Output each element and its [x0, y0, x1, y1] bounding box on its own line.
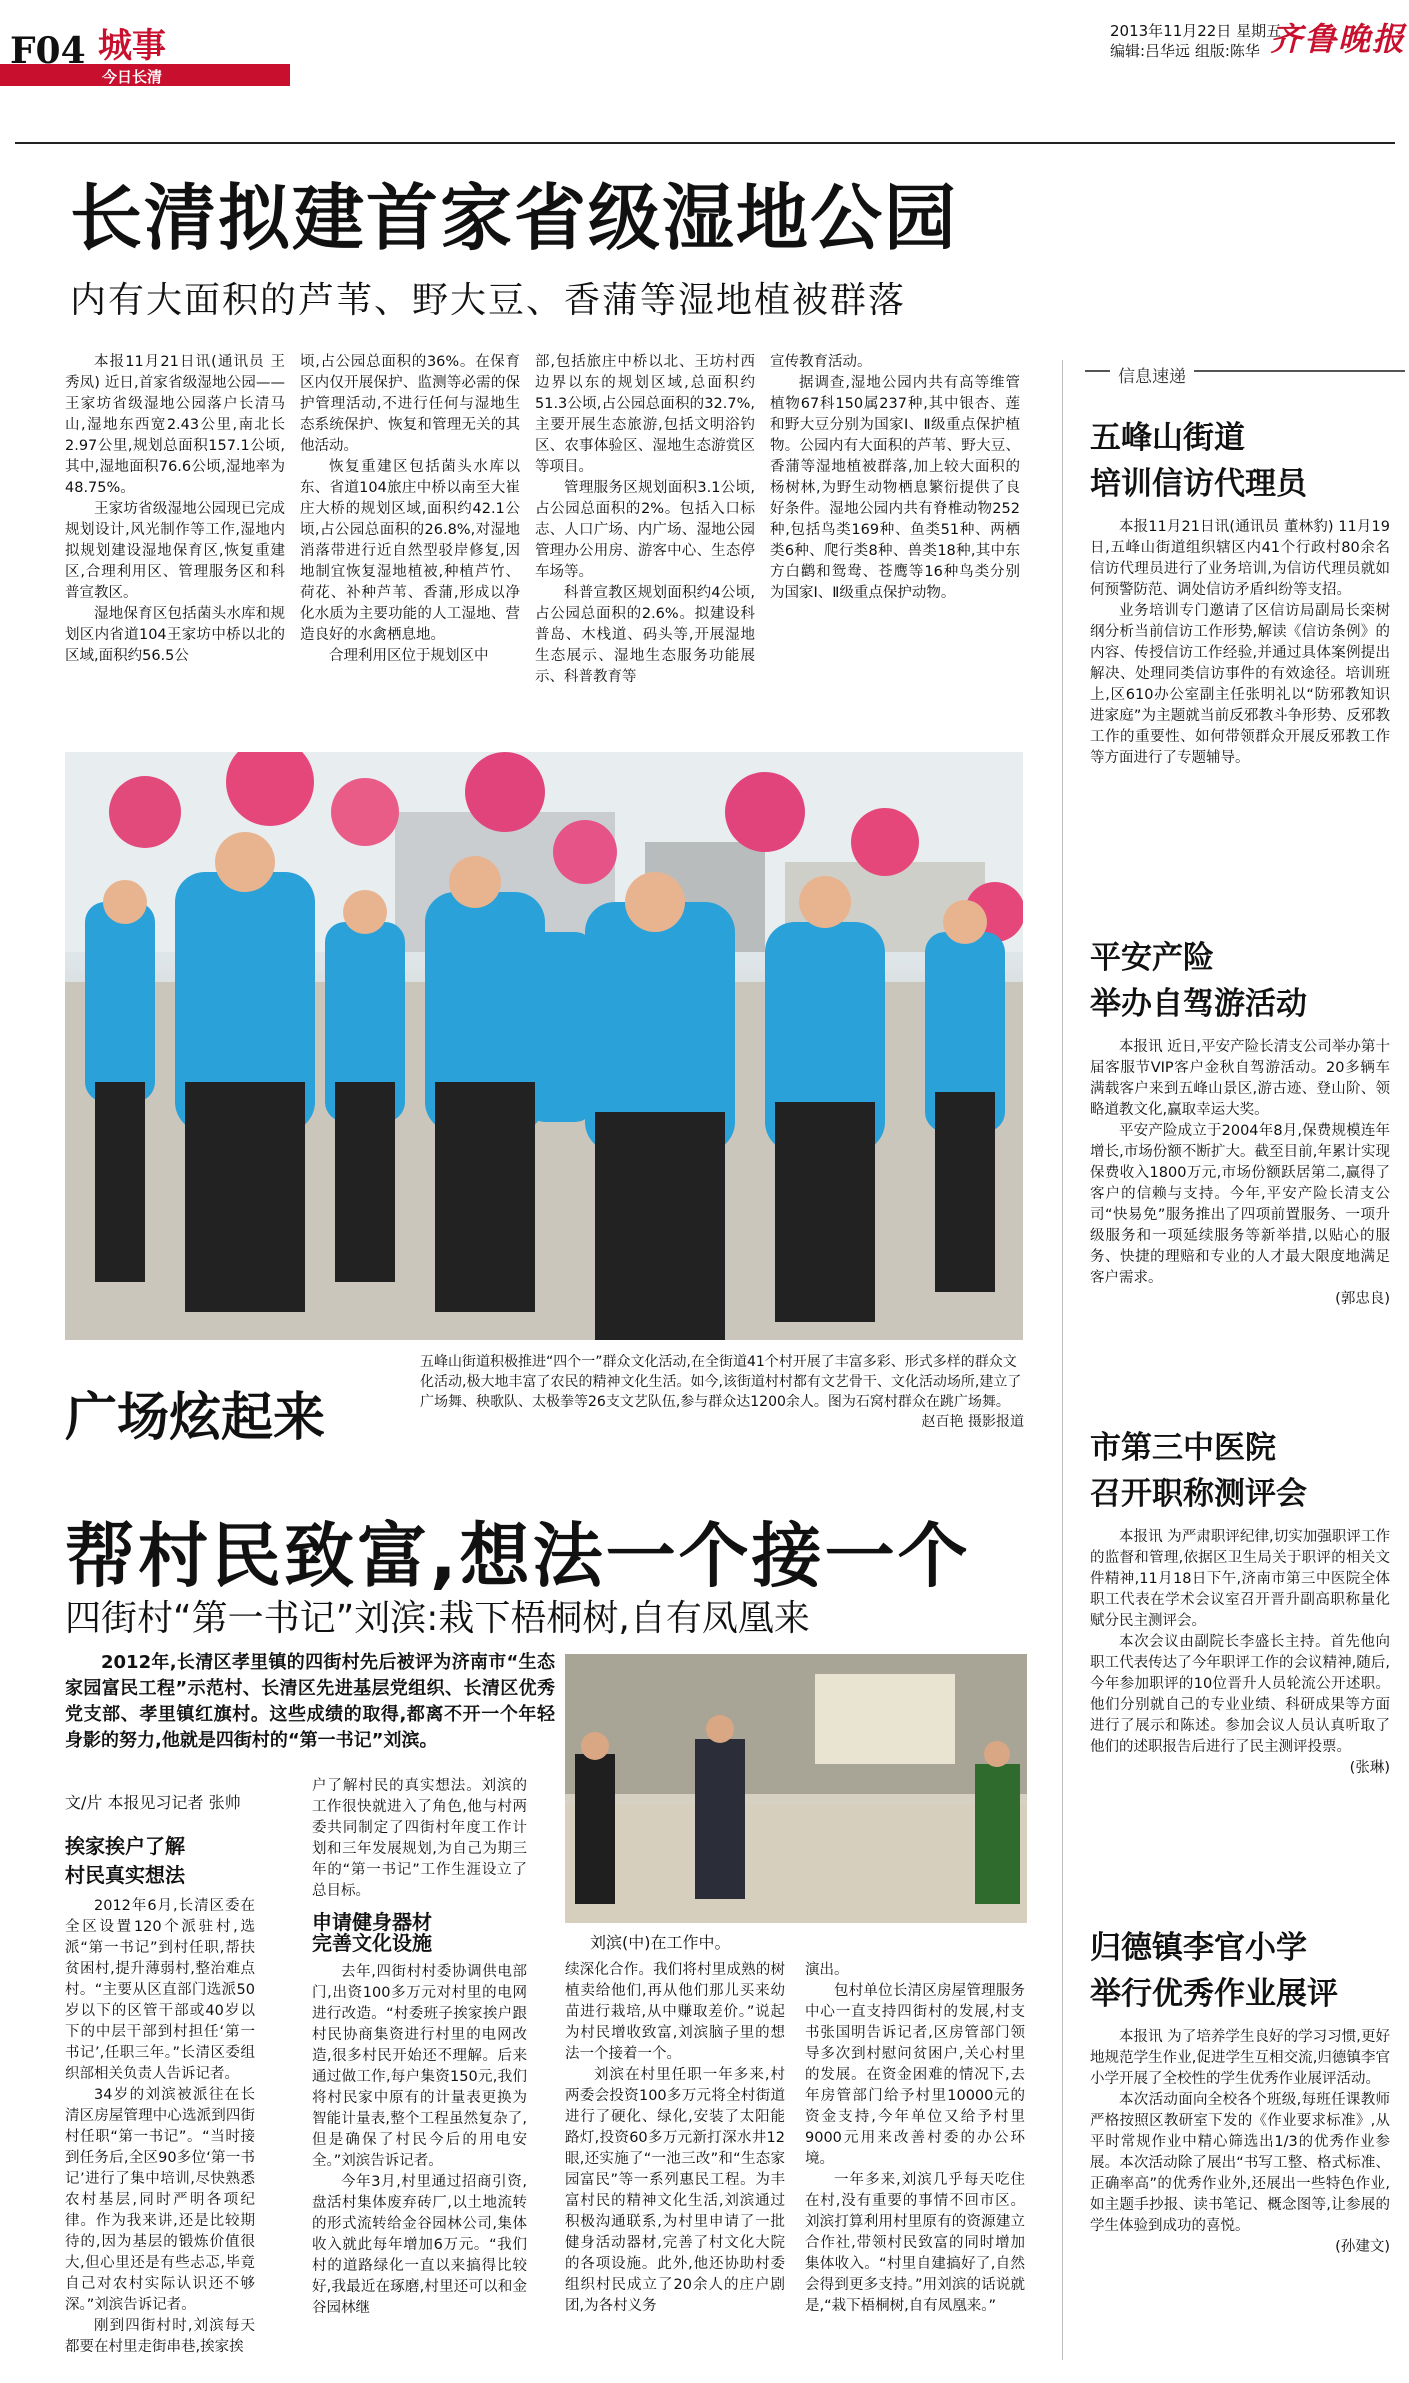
paragraph: 本报讯 为了培养学生良好的学习习惯,更好地规范学生作业,促进学生互相交流,归德镇李官小学开展了全校性的学生优秀作业展评活动。: [1090, 2029, 1390, 2087]
lead-column-2: [300, 352, 520, 667]
sidebar-tag: 信息速递: [1110, 362, 1194, 387]
lead-column-3: [535, 352, 755, 688]
second-column-4: [805, 1960, 1025, 2317]
sidebar-item-title: 市第三中医院: [1090, 1430, 1276, 1466]
paragraph: 管理服务区规划面积3.1公顷,占公园总面积的2%。包括入口标志、人口广场、内广场、湿地公园管理办公用房、游客中心、生态停车场等。: [535, 480, 755, 580]
photo-credit: 赵百艳 摄影报道: [921, 1414, 1024, 1430]
dancers-illustration: [65, 752, 1023, 1340]
second-column-2: [312, 1776, 527, 2319]
sidebar-item-title: 五峰山街道: [1090, 420, 1245, 456]
paragraph: 今年3月,村里通过招商引资,盘活村集体废弃砖厂,以土地流转的形式流转给金谷园林公司,集体收入就此每年增加6万元。“我们村的道路绿化一直以来搞得比较好,我最近在琢磨,村里还可以和金谷园林继: [312, 2174, 527, 2316]
lead-column-1: [65, 352, 285, 667]
paragraph: 宣传教育活动。: [770, 354, 872, 370]
sidebar-item-title: 归德镇李官小学: [1090, 1930, 1307, 1966]
paragraph: 湿地保育区包括菌头水库和规划区内省道104王家坊中桥以北的区域,面积约56.5公: [65, 606, 285, 664]
paragraph: 合理利用区位于规划区中: [329, 648, 489, 664]
paragraph: 本报讯 近日,平安产险长清支公司举办第十届客服节VIP客户金秋自驾游活动。20多辆车满载客户来到五峰山景区,游古迹、登山阶、领略道教文化,赢取幸运大奖。: [1090, 1039, 1390, 1118]
sidebar-divider: [1062, 360, 1063, 2360]
paragraph: 户了解村民的真实想法。刘滨的工作很快就进入了角色,他与村两委共同制定了四街村年度工作计划和三年发展规划,为自己为期三年的“第一书记”工作生涯设立了总目标。: [312, 1778, 527, 1899]
paragraph: 包村单位长清区房屋管理服务中心一直支持四街村的发展,村支书张国明告诉记者,区房管部门领导多次到村慰问贫困户,关心村里的发展。在资金困难的情况下,去年房管部门给予村里10000元的资金支持,今年单位又给予村里9000元用来改善村委的办公环境。: [805, 1983, 1025, 2167]
photo-caption-text: 五峰山街道积极推进“四个一”群众文化活动,在全街道41个村开展了丰富多彩、形式多样的群众文化活动,极大地丰富了农民的精神文化生活。如今,该街道村村都有文艺骨干、文化活动场所,建立了广场舞、秧歌队、太极拳等26支文艺队伍,参与群众达1200余人。图为石窝村群众在跳广场舞。: [420, 1354, 1022, 1410]
subheading: 村民真实想法: [65, 1863, 185, 1887]
lead-column-4: [770, 352, 1020, 604]
sidebar-item-title: 培训信访代理员: [1090, 466, 1307, 502]
subheading: 申请健身器材: [312, 1910, 432, 1934]
paragraph: 续深化合作。我们将村里成熟的树植卖给他们,再从他们那儿买来幼苗进行栽培,从中赚取差价。”说起为村民增收致富,刘滨脑子里的想法一个接着一个。: [565, 1962, 785, 2062]
paragraph: 平安产险成立于2004年8月,保费规模连年增长,市场份额不断扩大。截至目前,年累计实现保费收入1800万元,市场份额跃居第二,赢得了客户的信赖与支持。今年,平安产险长清支公司“快易免”服务推出了四项前置服务、一项升级服务和一项延续服务等新举措,以贴心的服务、快捷的理赔和专业的人才最大限度地满足客户需求。: [1090, 1123, 1390, 1286]
sidebar-item-title: 召开职称测评会: [1090, 1476, 1307, 1512]
paragraph: 2012年6月,长清区委在全区设置120个派驻村,选派“第一书记”到村任职,帮扶贫困村,提升薄弱村,整治难点村。“主要从区直部门选派50岁以下的区管干部或40岁以下的中层干部到村担任‘第一书记’,任职三年。”长清区委组织部相关负责人告诉记者。: [65, 1898, 255, 2082]
paragraph: 部,包括旅庄中桥以北、王坊村西边界以东的规划区域,总面积约51.3公顷,占公园总面积的32.7%,主要开展生态旅游,包括文明浴钓区、农事体验区、湿地生态游赏区等项目。: [535, 354, 755, 475]
paragraph: 本次会议由副院长李盛长主持。首先他向职工代表传达了今年职评工作的会议精神,随后,今年参加职评的10位晋升人员轮流公开述职。他们分别就自己的专业业绩、科研成果等方面进行了展示和陈述。参加会议人员认真听取了他们的述职报告后进行了民主测评投票。: [1090, 1634, 1390, 1755]
second-intro: 2012年,长清区孝里镇的四街村先后被评为济南市“生态家园富民工程”示范村、长清区先进基层党组织、长清区优秀党支部、孝里镇红旗村。这些成绩的取得,都离不开一个年轻身影的努力,他就是四街村的“第一书记”刘滨。: [65, 1652, 555, 1751]
liu-bin-photo: [565, 1654, 1027, 1923]
paragraph: 科普宣教区规划面积约4公顷,占公园总面积的2.6%。拟建设科普岛、木栈道、码头等,开展湿地生态展示、湿地生态服务功能展示、科普教育等: [535, 585, 755, 685]
credit: (孙建文): [1335, 2239, 1390, 2255]
newspaper-logo: 齐鲁晚报: [1270, 20, 1407, 58]
page-number: F04: [10, 30, 86, 72]
sidebar-item-title: 平安产险: [1090, 940, 1214, 976]
subsection-name: 今日长清: [102, 68, 163, 86]
paragraph: 去年,四街村村委协调供电部门,出资100多万元对村里的电网进行改造。“村委班子挨家挨户跟村民协商集资进行村里的电网改造,很多村民开始还不理解。后来通过做工作,每户集资150元,我们将村民家中原有的计量表更换为智能计量表,整个工程虽然复杂了,但是确保了村民今后的用电安全。”刘滨告诉记者。: [312, 1964, 527, 2169]
second-headline: 帮村民致富,想法一个接一个: [65, 1515, 971, 1597]
lead-headline: 长清拟建首家省级湿地公园: [70, 176, 959, 260]
paragraph: 本报11月21日讯(通讯员 王秀凤) 近日,首家省级湿地公园——王家坊省级湿地公园落户长清马山,湿地东西宽2.43公里,南北长2.97公里,规划总面积157.1公顷,其中,湿地面积76.6公顷,湿地率为48.75%。: [65, 354, 285, 496]
paragraph: 本报讯 为严肃职评纪律,切实加强职评工作的监督和管理,依据区卫生局关于职评的相关文件精神,11月18日下午,济南市第三中医院全体职工代表在学术会议室召开晋升副高职称量化赋分民主测评会。: [1090, 1529, 1390, 1629]
paragraph: 王家坊省级湿地公园现已完成规划设计,风光制作等工作,湿地内拟规划建设湿地保育区,恢复重建区,合理利用区、管理服务区和科普宣教区。: [65, 501, 285, 601]
editors-line: 编辑:吕华远 组版:陈华: [1110, 42, 1260, 60]
paragraph: 本次活动面向全校各个班级,每班任课教师严格按照区教研室下发的《作业要求标准》,从平时常规作业中精心筛选出1/3的优秀作业参展。本次活动除了展出“书写工整、格式标准、正确率高”的优秀作业外,还展出一些特色作业,如主题手抄报、读书笔记、概念图等,让参展的学生体验到成功的喜悦。: [1090, 2092, 1390, 2234]
photo-title: 广场炫起来: [65, 1388, 326, 1448]
second-subheadline: 四街村“第一书记”刘滨:栽下梧桐树,自有凤凰来: [65, 1598, 810, 1639]
second-column-3: [565, 1960, 785, 2317]
photo-caption: [420, 1352, 1024, 1432]
paragraph: 业务培训专门邀请了区信访局副局长栾树纲分析当前信访工作形势,解读《信访条例》的内容、传授信访工作经验,并通过具体案例提出解决、处理同类信访事件的有效途径。培训班上,区610办公室副主任张明礼以“防邪教知识进家庭”为主题就当前反邪教斗争形势、反邪教工作的重要性、如何带领群众开展反邪教工作等方面进行了专题辅导。: [1090, 603, 1390, 766]
sidebar-item-1: [1090, 415, 1390, 769]
liu-bin-photo-caption: 刘滨(中)在工作中。: [590, 1933, 731, 1952]
sidebar-item-2: [1090, 935, 1390, 1310]
village-scene-illustration: [565, 1654, 1027, 1923]
sidebar-item-title: 举行优秀作业展评: [1090, 1976, 1338, 2012]
subheading: 完善文化设施: [312, 1931, 432, 1955]
issue-date: 2013年11月22日 星期五: [1110, 22, 1282, 40]
sidebar-item-4: [1090, 1925, 1390, 2258]
second-column-1: [65, 1830, 255, 2358]
paragraph: 本报11月21日讯(通讯员 董林豹) 11月19日,五峰山街道组织辖区内41个行政村80余名信访代理员进行了业务培训,为信访代理员就如何预警防范、调处信访矛盾纠纷等支招。: [1090, 519, 1390, 598]
lead-subheadline: 内有大面积的芦苇、野大豆、香蒲等湿地植被群落: [70, 280, 907, 321]
sidebar-item-3: [1090, 1425, 1390, 1779]
credit: (郭忠良): [1335, 1291, 1390, 1307]
paragraph: 一年多来,刘滨几乎每天吃住在村,没有重要的事情不回市区。刘滨打算利用村里原有的资源建立合作社,带领村民致富的同时增加集体收入。“村里自建搞好了,自然会得到更多支持。”用刘滨的话说就是,“栽下梧桐树,自有凤凰来。”: [805, 2172, 1025, 2314]
paragraph: 刚到四街村时,刘滨每天都要在村里走街串巷,挨家挨: [65, 2318, 255, 2355]
paragraph: 刘滨在村里任职一年多来,村两委会投资100多万元将全村街道进行了硬化、绿化,安装了太阳能路灯,投资60多万元新打深水井12眼,还实施了“一池三改”和“生态家园富民”等一系列惠民工程。为丰富村民的精神文化生活,刘滨通过积极沟通联系,为村里申请了一批健身活动器材,完善了村文化大院的各项设施。此外,他还协助村委组织村民成立了20余人的庄户剧团,为各村义务: [565, 2067, 785, 2314]
paragraph: 据调查,湿地公园内共有高等维管植物67科150属237种,其中银杏、莲和野大豆分别为国家Ⅰ、Ⅱ级重点保护植物。公园内有大面积的芦苇、野大豆、香蒲等湿地植被群落,加上较大面积的杨树林,为野生动物栖息繁衍提供了良好条件。湿地公园内共有脊椎动物252种,包括鸟类169种、鱼类51种、两栖类6种、爬行类8种、兽类18种,其中东方白鹳和鸳鸯、苍鹰等16种鸟类分别为国家Ⅰ、Ⅱ级重点保护动物。: [770, 375, 1020, 601]
paragraph: 顷,占公园总面积的36%。在保育区内仅开展保护、监测等必需的保护管理活动,不进行任何与湿地生态系统保护、恢复和管理无关的其他活动。: [300, 354, 520, 454]
section-name: 城事: [98, 26, 166, 66]
square-dance-photo: [65, 752, 1023, 1340]
paragraph: 34岁的刘滨被派往在长清区房屋管理中心选派到四街村任职“第一书记”。“当时接到任务后,全区90多位‘第一书记’进行了集中培训,尽快熟悉农村基层,同时严明各项纪律。作为我来讲,还是比较期待的,因为基层的锻炼价值很大,但心里还是有些忐忑,毕竟自己对农村实际认识还不够深。”刘滨告诉记者。: [65, 2087, 255, 2313]
second-byline: 文/片 本报见习记者 张帅: [65, 1793, 241, 1812]
paragraph: 演出。: [805, 1962, 849, 1978]
header-rule: [15, 142, 1395, 144]
credit: (张琳): [1349, 1760, 1390, 1776]
paragraph: 恢复重建区包括菌头水库以东、省道104旅庄中桥以南至大崔庄大桥的规划区域,面积约42.1公顷,占公园总面积的26.8%,对湿地消落带进行近自然型驳岸修复,因地制宜恢复湿地植被,种植芦竹、荷花、补种芦苇、香蒲,形成以净化水质为主要功能的人工湿地、营造良好的水禽栖息地。: [300, 459, 520, 643]
subheading: 挨家挨户了解: [65, 1834, 185, 1858]
sidebar-item-title: 举办自驾游活动: [1090, 986, 1307, 1022]
